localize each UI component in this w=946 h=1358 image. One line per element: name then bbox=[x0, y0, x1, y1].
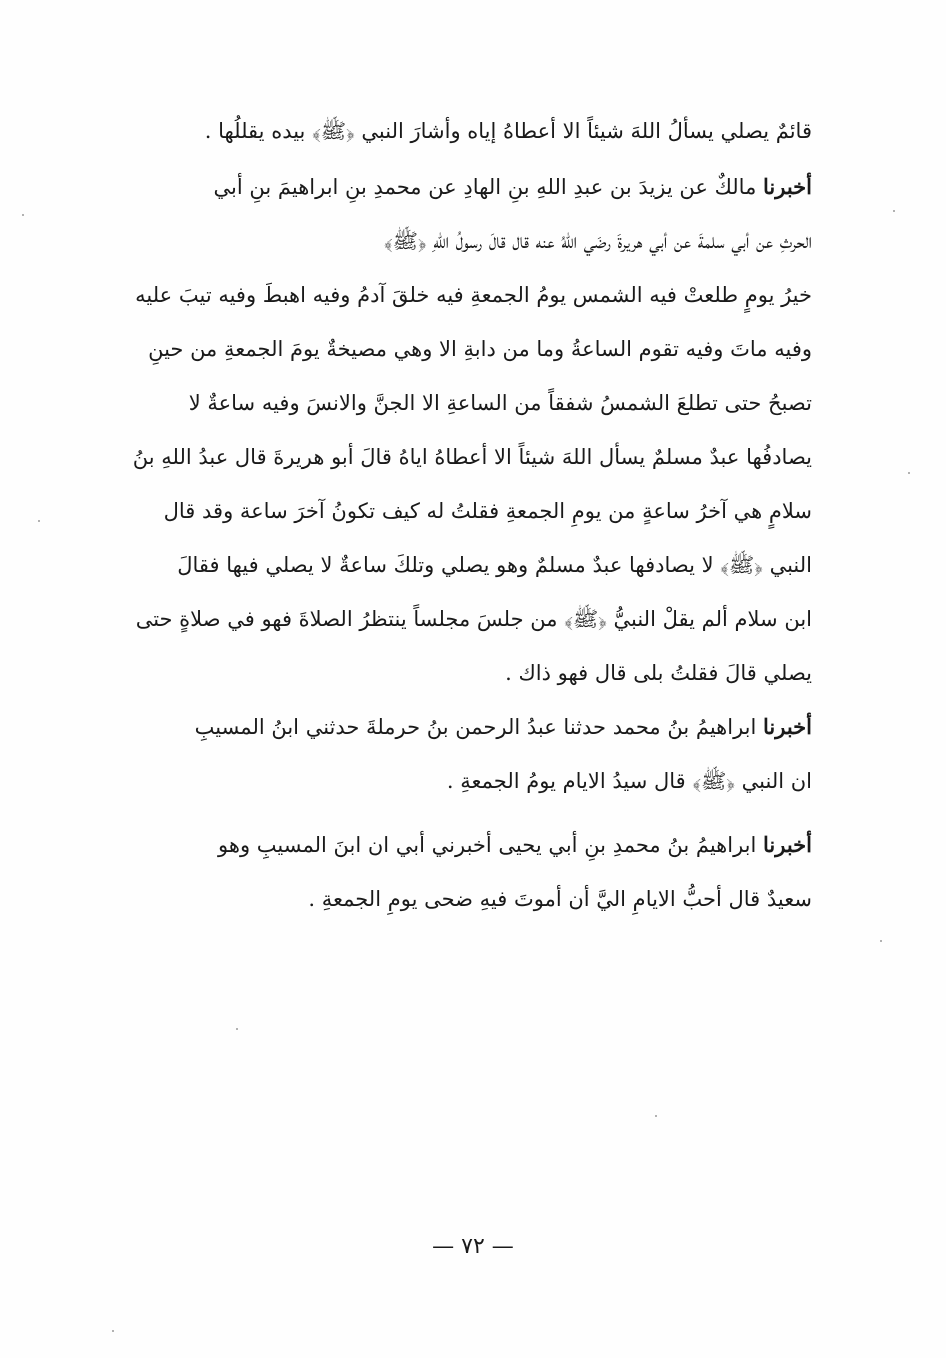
paragraph-lead-word: أخبرنا bbox=[763, 174, 812, 199]
text-line: تصبحُ حتى تطلعَ الشمسُ شفقاً من الساعةِ الا الجنَّ والانسَ وفيه ساعةٌ لا bbox=[188, 391, 812, 415]
text-line bbox=[128, 700, 812, 754]
text-line: ابن سلام ألم يقلْ النبيُّ ﴿ﷺ﴾ من جلسَ مجلساً ينتظرُ الصلاةَ فهو في صلاةٍ حتى bbox=[135, 607, 812, 631]
text-line: الحرثِ عن أبي سلمةَ عن أبي هريرةَ رضَي اللهُ عنه قال قالَ رسولُ اللهِ ﴿ﷺ﴾ bbox=[383, 229, 812, 253]
page-number: — ٧٢ — bbox=[432, 1234, 514, 1259]
paper-speck bbox=[112, 1330, 114, 1332]
text-line: قائمٌ يصلي يسألُ اللهَ شيئاً الا أعطاهُ إياه وأشارَ النبي ﴿ﷺ﴾ بيده يقللُها . bbox=[204, 119, 812, 143]
text-line: يصلي قالَ فقلتُ بلى قال فهو ذاك . bbox=[505, 661, 812, 685]
text-line: يصادفُها عبدٌ مسلمٌ يسأل اللهَ شيئاً الا أعطاهُ اياهُ قالَ أبو هريرةَ قال عبدُ اللهِ بنُ bbox=[132, 445, 812, 469]
text-line-rest: ابراهيمُ بنُ محمد حدثنا عبدُ الرحمن بنُ حرملةَ حدثني ابنُ المسيبِ bbox=[194, 715, 764, 739]
text-line: ان النبي ﴿ﷺ﴾ قال سيدُ الايام يومُ الجمعةِ . bbox=[446, 769, 812, 793]
text-line-rest: ابراهيمُ بنُ محمدِ بنِ أبي يحيى أخبرني أبي ان ابنَ المسيبِ وهو bbox=[218, 833, 764, 857]
paragraph-lead-word: أخبرنا bbox=[763, 832, 812, 857]
paper-speck bbox=[908, 472, 910, 474]
text-line bbox=[128, 818, 812, 872]
paper-speck bbox=[22, 214, 24, 216]
paper-speck bbox=[655, 1115, 657, 1117]
paper-speck bbox=[38, 520, 40, 522]
text-line: وفيه ماتَ وفيه تقوم الساعةُ وما من دابةِ الا وهي مصيخةٌ يومَ الجمعةِ من حينِ bbox=[148, 337, 812, 361]
text-line: سلامٍ هي آخرُ ساعةٍ من يومِ الجمعةِ فقلتُ له كيف تكونُ آخرَ ساعة وقد قال bbox=[163, 499, 812, 523]
paper-speck bbox=[893, 210, 895, 212]
text-line-rest: مالكٌ عن يزيدَ بن عبدِ اللهِ بنِ الهادِ عن محمدِ بنِ ابراهيمَ بنِ أبي bbox=[213, 175, 764, 199]
paragraph bbox=[128, 700, 812, 808]
text-line bbox=[128, 160, 812, 214]
text-line: خيرُ يومٍ طلعتْ فيه الشمس يومُ الجمعةِ فيه خلقَ آدمُ وفيه اهبطَ وفيه تيبَ عليه bbox=[135, 283, 812, 307]
paper-speck bbox=[880, 940, 882, 942]
text-line: النبي ﴿ﷺ﴾ لا يصادفها عبدٌ مسلمٌ وهو يصلي وتلكَ ساعةٌ لا يصلي فيها فقالَ bbox=[177, 553, 812, 577]
paragraph bbox=[128, 104, 812, 158]
text-line: سعيدٌ قال أحبُّ الايامِ اليَّ أن أموتَ فيهِ ضحى يومِ الجمعةِ . bbox=[308, 887, 812, 911]
paragraph-lead-word: أخبرنا bbox=[763, 714, 812, 739]
paragraph bbox=[128, 160, 812, 700]
paper-speck bbox=[236, 1028, 238, 1030]
paragraph bbox=[128, 818, 812, 926]
